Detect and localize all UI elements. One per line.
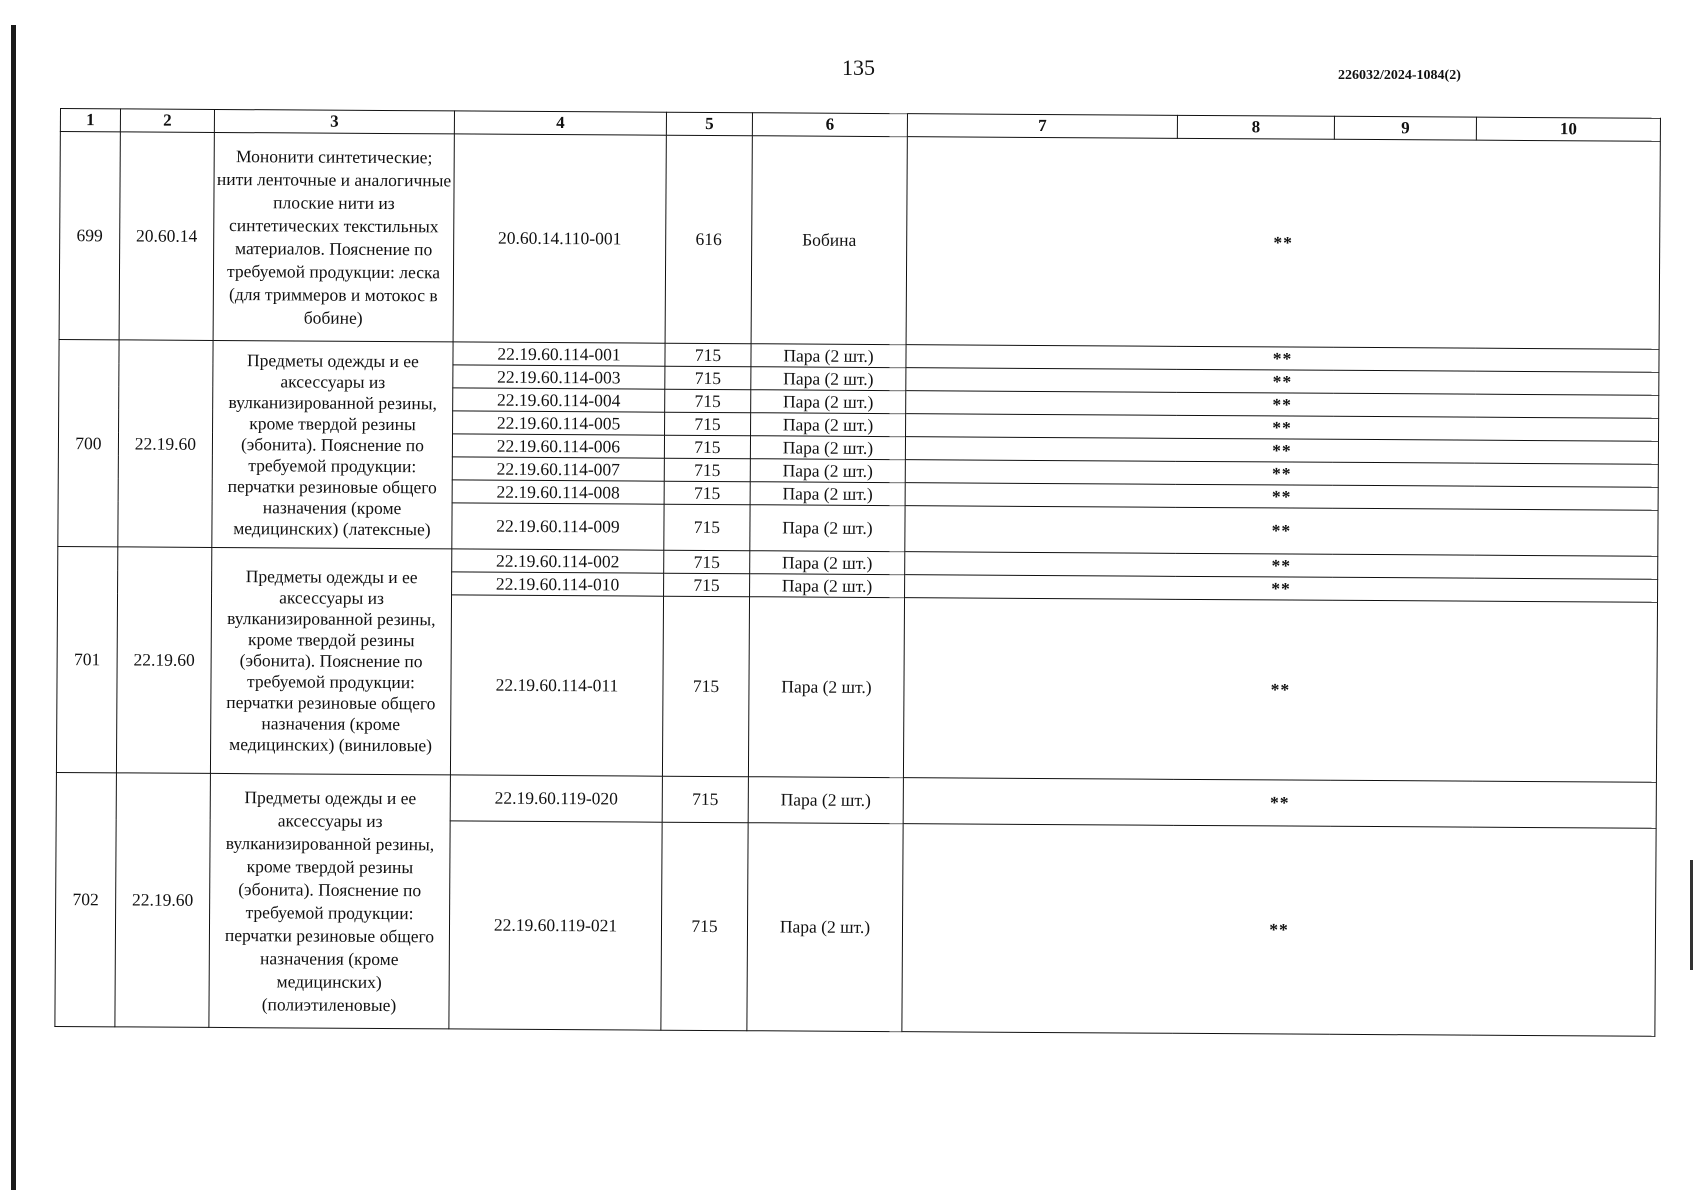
row-number: 699 xyxy=(59,132,120,340)
okei-code: 715 xyxy=(662,596,749,777)
row-number: 700 xyxy=(58,339,119,546)
scan-edge-left xyxy=(11,25,16,1190)
ktru-code: 22.19.60.114-001 xyxy=(453,342,665,366)
ktru-code: 22.19.60.114-007 xyxy=(452,457,664,481)
unit-name: Пара (2 шт.) xyxy=(751,367,906,391)
ktru-code: 22.19.60.119-020 xyxy=(450,775,662,822)
okpd-code: 22.19.60 xyxy=(116,547,211,774)
requirements-mark: ** xyxy=(905,483,1658,511)
okei-code: 715 xyxy=(664,504,750,551)
okei-code: 715 xyxy=(664,458,750,482)
requirements-mark: ** xyxy=(903,598,1657,783)
page-number: 135 xyxy=(842,55,875,80)
column-header: 7 xyxy=(907,114,1177,139)
requirements-mark: ** xyxy=(905,552,1658,580)
column-header: 9 xyxy=(1334,116,1476,140)
unit-name: Пара (2 шт.) xyxy=(751,344,906,368)
okpd-code: 20.60.14 xyxy=(119,132,214,341)
unit-name: Пара (2 шт.) xyxy=(747,823,903,1032)
requirements-mark: ** xyxy=(906,414,1659,442)
requirements-mark: ** xyxy=(905,460,1658,488)
ktru-code: 22.19.60.114-005 xyxy=(453,411,665,435)
unit-name: Пара (2 шт.) xyxy=(750,551,905,575)
product-description: Предметы одежды и ее аксессуары из вулканизированной резины, кроме твердой резины (эбонита). Пояснение по требуемой продукции: перчатки резиновые общего назначения (кроме медицинских) (виниловые) xyxy=(210,547,451,774)
product-description: Предметы одежды и ее аксессуары из вулканизированной резины, кроме твердой резины (эбонита). Пояснение по требуемой продукции: перчатки резиновые общего назначения (кроме медицинских) (полиэтиленовые) xyxy=(209,773,451,1028)
column-header: 8 xyxy=(1177,115,1334,139)
unit-name: Пара (2 шт.) xyxy=(750,459,905,483)
okei-code: 715 xyxy=(665,389,751,413)
ktru-code: 22.19.60.114-010 xyxy=(452,572,664,596)
unit-name: Пара (2 шт.) xyxy=(751,390,906,414)
okei-code: 715 xyxy=(665,366,751,390)
requirements-mark: ** xyxy=(903,778,1656,829)
row-number: 701 xyxy=(56,546,117,772)
ktru-code: 22.19.60.114-011 xyxy=(450,595,663,776)
table-row xyxy=(56,772,1656,828)
ktru-code: 22.19.60.114-006 xyxy=(452,434,664,458)
product-description: Предметы одежды и ее аксессуары из вулканизированной резины, кроме твердой резины (эбонита). Пояснение по требуемой продукции: перчатки резиновые общего назначения (кроме медицинских) (латексные) xyxy=(212,340,453,548)
okei-code: 715 xyxy=(664,481,750,505)
unit-name: Пара (2 шт.) xyxy=(750,505,905,552)
unit-name: Пара (2 шт.) xyxy=(748,597,904,778)
okei-code: 715 xyxy=(665,412,751,436)
unit-name: Пара (2 шт.) xyxy=(750,574,905,598)
okei-code: 715 xyxy=(664,435,750,459)
unit-name: Пара (2 шт.) xyxy=(751,413,906,437)
column-header: 4 xyxy=(454,111,666,135)
column-header: 1 xyxy=(60,109,120,132)
ktru-code: 22.19.60.114-008 xyxy=(452,480,664,504)
requirements-mark: ** xyxy=(905,437,1658,465)
ktru-code: 22.19.60.114-002 xyxy=(452,549,664,573)
okei-code: 715 xyxy=(661,822,748,1031)
requirements-mark: ** xyxy=(905,506,1658,557)
requirements-mark: ** xyxy=(906,137,1660,350)
scan-edge-right xyxy=(1690,860,1693,970)
unit-name: Пара (2 шт.) xyxy=(748,777,903,824)
requirements-mark: ** xyxy=(906,345,1659,373)
column-header: 3 xyxy=(214,109,454,133)
ktru-code: 20.60.14.110-001 xyxy=(453,134,666,343)
requirements-mark: ** xyxy=(906,368,1659,396)
okei-code: 715 xyxy=(665,343,751,367)
table-row xyxy=(59,132,1660,350)
unit-name: Пара (2 шт.) xyxy=(750,482,905,506)
requirements-mark: ** xyxy=(902,824,1656,1037)
ktru-code: 22.19.60.114-003 xyxy=(453,365,665,389)
ktru-code: 22.19.60.114-004 xyxy=(453,388,665,412)
requirements-table xyxy=(54,108,1661,1037)
okpd-code: 22.19.60 xyxy=(118,340,213,548)
row-number: 702 xyxy=(55,772,117,1026)
unit-name: Пара (2 шт.) xyxy=(750,436,905,460)
product-description: Мононити синтетические; нити ленточные и аналогичные плоские нити из синтетических текстильных материалов. Пояснение по требуемой продукции: леска (для триммеров и мотокос в бобине) xyxy=(213,132,454,341)
unit-name: Бобина xyxy=(751,136,907,345)
ktru-code: 22.19.60.119-021 xyxy=(449,821,662,1030)
okei-code: 616 xyxy=(665,135,752,344)
column-header: 2 xyxy=(120,109,214,133)
okei-code: 715 xyxy=(664,573,750,597)
column-header: 6 xyxy=(752,113,907,137)
okei-code: 715 xyxy=(664,550,750,574)
column-header: 10 xyxy=(1476,117,1660,141)
column-header: 5 xyxy=(666,112,752,136)
requirements-mark: ** xyxy=(905,575,1658,603)
okei-code: 715 xyxy=(662,776,748,823)
ktru-code: 22.19.60.114-009 xyxy=(452,503,664,550)
okpd-code: 22.19.60 xyxy=(115,773,211,1028)
document-id: 226032/2024-1084(2) xyxy=(1338,68,1461,83)
requirements-mark: ** xyxy=(906,391,1659,419)
